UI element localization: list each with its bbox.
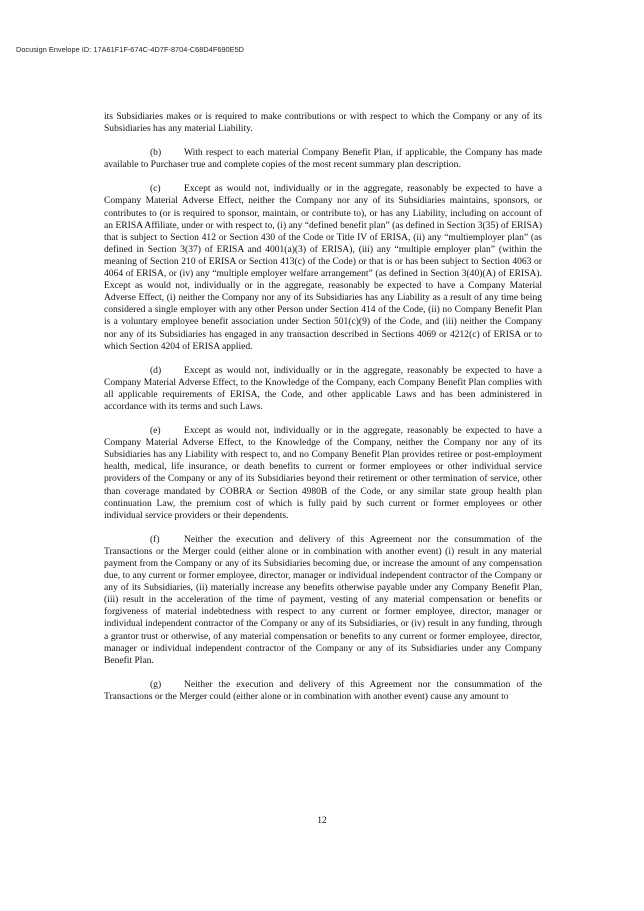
paragraph-label: (f) <box>150 533 160 545</box>
document-body <box>104 111 542 715</box>
paragraph-text: Neither the execution and delivery of this Agreement nor the consummation of the Transactions or the Merger could (either alone or in combination with another event) (i) result in any material payment from the Company or any of its Subsidiaries becoming due, or increase the amount of any compensation due, to any current or former employee, director, manager or individual independent contractor of the Company or any of its Subsidiaries, (ii) materially increase any benefits otherwise payable under any Company Benefit Plan, (iii) result in the acceleration of the time of payment, vesting of any material compensation or benefits or forgiveness of material indebtedness with respect to any current or former employee, director, manager or individual independent contractor of the Company or any of its Subsidiaries, or (iv) result in any funding, through a grantor trust or otherwise, of any material compensation or benefits to any current or former employee, director, manager or individual independent contractor of the Company or any of its Subsidiaries under any Company Benefit Plan. <box>104 533 542 666</box>
paragraph-label: (d) <box>150 364 162 376</box>
paragraph-text: Except as would not, individually or in the aggregate, reasonably be expected to have a Company Material Adverse Effect, to the Knowledge of the Company, neither the Company nor any of its Subsidiaries has any Liability with respect to, and no Company Benefit Plan provides retiree or post-employment health, medical, life insurance, or death benefits to current or former employees or other individual service providers of the Company or any of its Subsidiaries beyond their retirement or other termination of service, other than coverage mandated by COBRA or Section 4980B of the Code, or any similar state group health plan continuation Law, the premium cost of which is fully paid by such current or former employees or other individual service providers or their dependents. <box>104 425 542 521</box>
paragraph-text: Except as would not, individually or in the aggregate, reasonably be expected to have a Company Material Adverse Effect, to the Knowledge of the Company, each Company Benefit Plan complies with all applicable requirements of ERISA, the Code, and other applicable Laws and has been administered in accordance with its terms and such Laws. <box>104 364 542 412</box>
paragraph-b <box>104 147 542 171</box>
paragraph-text: Neither the execution and delivery of this Agreement nor the consummation of the Transactions or the Merger could (either alone or in combination with another event) cause any amount to <box>104 678 542 702</box>
paragraph-c <box>104 183 542 352</box>
envelope-id: Docusign Envelope ID: 17A61F1F-674C-4D7F-8704-C68D4F690E5D <box>16 45 245 54</box>
paragraph-f <box>104 534 542 667</box>
paragraph-g <box>104 679 542 703</box>
paragraph-label: (c) <box>150 183 161 195</box>
paragraph-label: (g) <box>150 678 162 690</box>
paragraph-text: its Subsidiaries makes or is required to make contributions or with respect to which the Company or any of its Subsidiaries has any material Liability. <box>104 111 542 135</box>
page-number: 12 <box>317 815 327 826</box>
paragraph-text: With respect to each material Company Benefit Plan, if applicable, the Company has made available to Purchaser true and complete copies of the most recent summary plan description. <box>104 147 542 171</box>
paragraph-label: (e) <box>150 425 161 437</box>
paragraph-e <box>104 425 542 522</box>
paragraph-text: Except as would not, individually or in the aggregate, reasonably be expected to have a Company Material Adverse Effect, neither the Company nor any of its Subsidiaries maintains, sponsors, or contributes to (or is required to sponsor, maintain, or contribute to), or has any Liability, including on account of an ERISA Affiliate, under or with respect to, (i) any “defined benefit plan” (as defined in Section 3(35) of ERISA) that is subject to Section 412 or Section 430 of the Code or Title IV of ERISA, (ii) any “multiemployer plan” (as defined in Section 3(37) of ERISA and 4001(a)(3) of ERISA), (iii) any “multiple employer plan” (within the meaning of Section 210 of ERISA or Section 413(c) of the Code) or that is or has been subject to Section 4063 or 4064 of ERISA, or (iv) any “multiple employer welfare arrangement” (as defined in Section 3(40)(A) of ERISA). Except as would not, individually or in the aggregate, reasonably be expected to have a Company Material Adverse Effect, (i) neither the Company nor any of its Subsidiaries has any Liability as a result of any time being considered a single employer with any other Person under Section 414 of the Code, (ii) no Company Benefit Plan is a voluntary employee benefit association under Section 501(c)(9) of the Code, and (iii) neither the Company nor any of its Subsidiaries has engaged in any transaction described in Sections 4069 or 4212(c) of ERISA or to which Section 4204 of ERISA applied. <box>104 183 542 352</box>
paragraph-continuation <box>104 111 542 135</box>
paragraph-d <box>104 365 542 413</box>
paragraph-label: (b) <box>150 147 162 159</box>
